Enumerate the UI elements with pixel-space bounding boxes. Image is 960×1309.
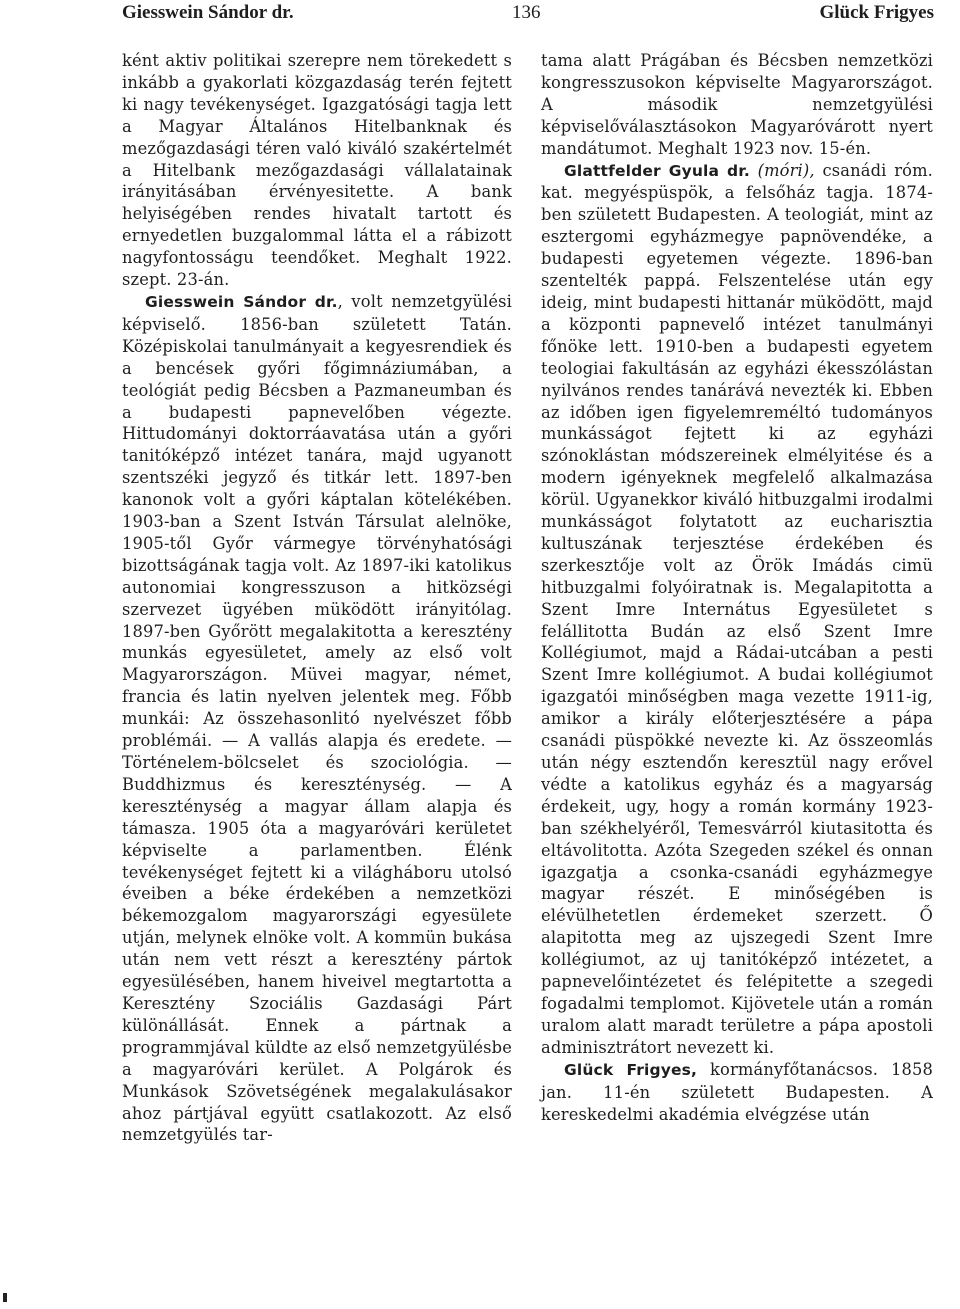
page-header [0, 2, 960, 32]
paragraph-continuation: tama alatt Prágában és Bécsben nemzetközi kongresszusokon képviselte Magyarországot. A második nemzetgyülési képviselőválasztásokon Magyaróvárott nyert mandátumot. Meghalt 1923 nov. 15-én. [541, 51, 933, 158]
entry-text: csanádi róm. kat. megyéspüspök, a felsőház tagja. 1874-ben született Budapesten. A teologiát, mint az esztergomi egyházmegye papnövendéke, a budapesti egyetemen végezte. 1896-ban szentelték pappá. Felszentelése után egy ideig, mint budapesti hittanár müködött, majd a központi papnevelő intézet tanulmányi főnöke lett. 1910-ben a budapesti egyetem teologiai fakultásán az egyházi ékesszólástan nyilvános rendes tanárává nevezték ki. Ebben az időben igen figyelemreméltó tudományos munkásságot fejtett ki az egyházi szónoklástan módszereinek elmélyitése és a modern igényeknek megfelelő alkalmazása körül. Ugyanekkor kiváló hitbuzgalmi irodalmi munkásságot folytatott az eucharisztia kultuszának terjesztése érdekében és szerkesztője volt az Örök Imádás cimü hitbuzgalmi folyóiratnak is. Megalapitotta a Szent Imre Internátus Egyesületet s felállitotta Budán az első Szent Imre Kollégiumot, majd a Rádai-utcában a pesti Szent Imre kollégiumot. A budai kollégiumot igazgatói minőségben maga vezette 1911-ig, amikor a király előterjesztésére a pápa csanádi püspökké nevezte ki. Az összeomlás után négy esztendőn keresztül nagy erővel védte a katolikus egyház és a magyarság érdekeit, ugy, hogy a román kormány 1923-ban székhelyéről, Temesvárról kiutasitotta és eltávolitotta. Azóta Szegeden székel és onnan igazgatja a csonka-csanádi egyházmegye magyar részét. E minőségében is elévülhetetlen érdemeket szerzett. Ő alapitotta meg az ujszegedi Szent Imre kollégiumot, az uj tanitóképző intézetet, a papnevelőintézetet és felépitette a szegedi fogadalmi templomot. Kijövetele után a román uralom alatt maradt területre a pápa apostoli adminisztrátort nevezett ki. [541, 160, 933, 1057]
entry-gluck [541, 1059, 933, 1126]
entry-text: kormányfőtanácsos. 1858 jan. 11-én született Budapesten. A kereskedelmi akadémia elvégzése után [541, 1059, 933, 1124]
header-right-name: Glück Frigyes [819, 2, 934, 23]
entry-alias: (móri), [757, 160, 815, 180]
page-number: 136 [512, 2, 541, 23]
entry-name: Giesswein Sándor dr. [145, 292, 338, 311]
right-column [541, 50, 933, 1125]
header-left-name: Giesswein Sándor dr. [122, 2, 294, 23]
scan-mark [3, 1293, 7, 1302]
entry-name: Glattfelder Gyula dr. [564, 161, 750, 180]
entry-glattfelder [541, 160, 933, 1059]
left-column [122, 50, 512, 1146]
paragraph-continuation: ként aktiv politikai szerepre nem törekedett s inkább a gyakorlati közgazdaság terén fejtett ki nagy tevékenységet. Igazgatósági tagja lett a Magyar Általános Hitelbanknak és mezőgazdasági téren való kiváló szakértelmét a Hitelbank mezőgazdasági vállalatainak irányitásában érvényesitette. A bank helyiségében rendes hivatalt tartott és ernyedetlen buzgalommal látta el a rábizott nagyfontosságu teendőket. Meghalt 1922. szept. 23-án. [122, 51, 512, 290]
entry-name: Glück Frigyes, [564, 1060, 698, 1079]
entry-text: , volt nemzetgyülési képviselő. 1856-ban született Tatán. Középiskolai tanulmányait a kegyesrendiek és a bencések győri főgimnáziumában, a teológiát pedig Bécsben a Pazmaneumban és a budapesti papnevelőben végezte. Hittudományi doktorráavatása után a győri tanitóképző intézet tanára, majd ugyanott szentszéki jegyző és titkár lett. 1897-ben kanonok volt a győri káptalan kötelékében. 1903-ban a Szent István Társulat alelnöke, 1905-től Győr vármegye törvényhatósági bizottságának tagja volt. Az 1897-iki katolikus autonomiai kongresszuson a hitközségi szervezet ügyében müködött irányitólag. 1897-ben Győrött megalakitotta a keresztény munkás egyesületet, amely az első volt Magyarországon. Müvei magyar, német, francia és latin nyelven jelentek meg. Főbb munkái: Az összehasonlitó nyelvészet főbb problémái. — A vallás alapja és eredete. — Történelem-bölcselet és szociológia. — Buddhizmus és kereszténység. — A kereszténység a magyar állam alapja és támasza. 1905 óta a magyaróvári kerületet képviselte a parlamentben. Élénk tevékenységet fejtett ki a világháboru utolsó éveiben a béke érdekében a nemzetközi békemozgalom magyarországi egyesülete utján, melynek elnöke volt. A kommün bukása után nem vett részt a keresztény pártok egyesülésében, hanem hiveivel megtartotta a Keresztény Szociális Gazdasági Párt különállását. Ennek a pártnak a programmjával küldte az első nemzetgyülésbe a magyaróvári kerület. A Polgárok és Munkások Szövetségének megalakulásakor ahoz pártjával együtt csatlakozott. Az első nemzetgyülés tar- [122, 291, 513, 1145]
entry-giesswein [122, 291, 512, 1146]
